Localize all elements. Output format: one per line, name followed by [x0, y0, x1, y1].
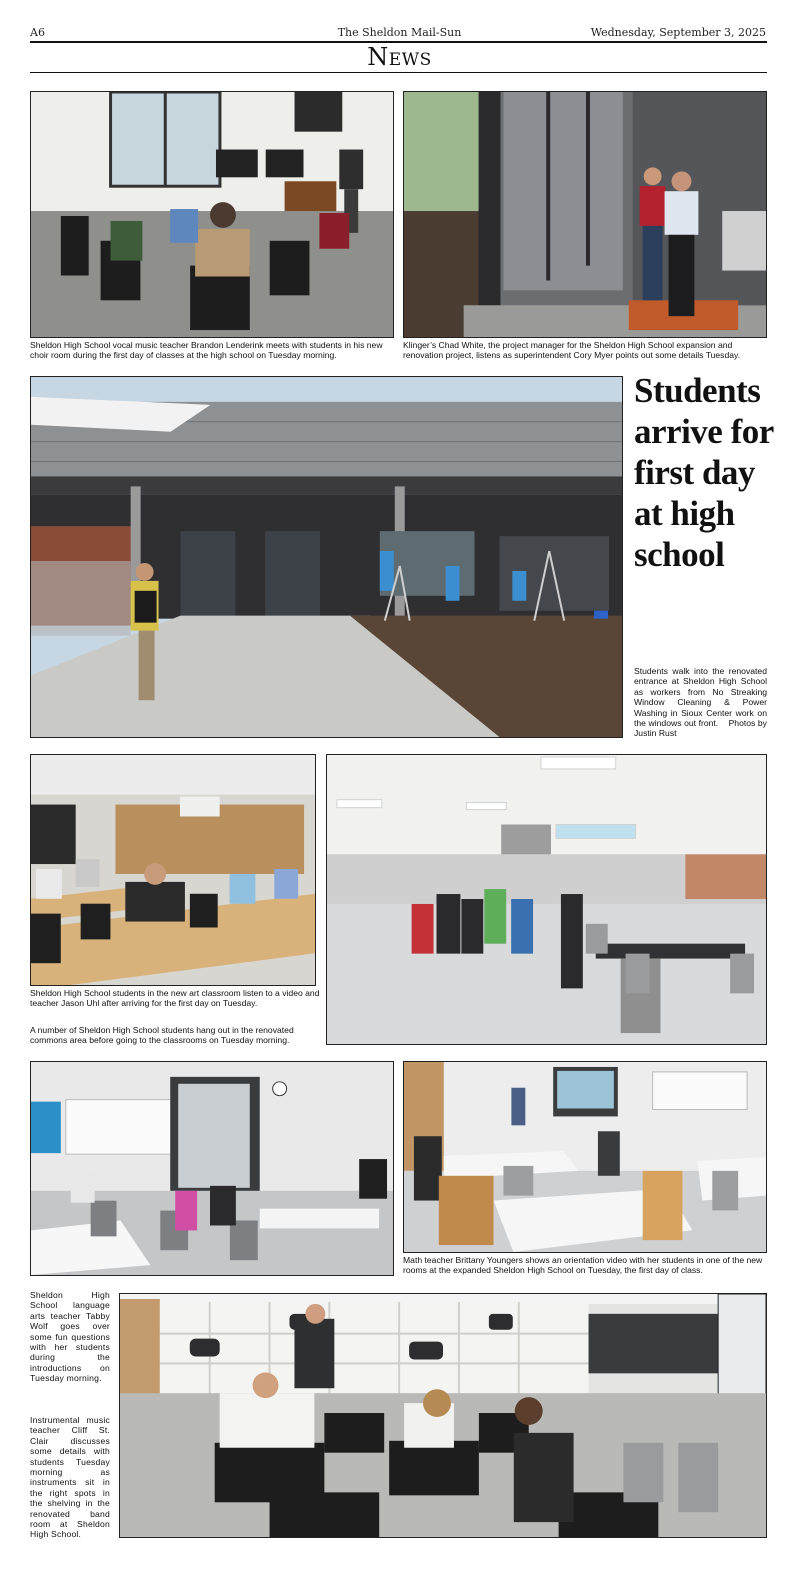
story-headline: Students arrive for first day at high school — [634, 371, 774, 574]
entrance-caption — [634, 666, 767, 739]
language-arts-photo — [30, 1061, 394, 1276]
entrance-photo — [30, 376, 623, 738]
art-classroom-caption: Sheldon High School students in the new art classroom listen to a video and teacher Jason Uhl after arriving for the first day on Tuesday. — [30, 988, 320, 1009]
page-number: A6 — [30, 26, 45, 39]
commons-caption: A number of Sheldon High School students hang out in the renovated commons area before going to the classrooms on Tuesday morning. — [30, 1025, 294, 1046]
math-classroom-photo — [403, 1061, 767, 1253]
choir-room-caption: Sheldon High School vocal music teacher Brandon Lenderink meets with students in his new choir room during the first day of classes at the high school on Tuesday morning. — [30, 340, 383, 361]
language-arts-caption: Sheldon High School language arts teacher Tabby Wolf goes over some fun questions with her students during the introductions on Tuesday morning. — [30, 1290, 110, 1384]
project-manager-caption: Klinger’s Chad White, the project manager for the Sheldon High School expansion and renovation project, listens as superintendent Cory Myer points out some details Tuesday. — [403, 340, 741, 361]
photo-credit: Photos by Justin Rust — [634, 718, 767, 739]
entrance-caption-text: Students walk into the renovated entrance at Sheldon High School as workers from No Streaking Window Cleaning & Power Washing in Sioux Center work on the windows out front. — [634, 666, 767, 729]
art-classroom-photo — [30, 754, 316, 986]
issue-date: Wednesday, September 3, 2025 — [590, 26, 766, 39]
section-rule — [30, 72, 767, 73]
math-classroom-caption: Math teacher Brittany Youngers shows an orientation video with her students in one of the new rooms at the expanded Sheldon High School on Tuesday, the first day of class. — [403, 1255, 763, 1276]
section-title: News — [367, 43, 432, 71]
choir-room-photo — [30, 91, 394, 338]
band-room-photo — [119, 1293, 767, 1538]
band-room-caption: Instrumental music teacher Cliff St. Clair discusses some details with students Tuesday morning as instruments sit in the right spots in the shelving in the renovated band room at Sheldon High School. — [30, 1415, 110, 1540]
project-manager-photo — [403, 91, 767, 338]
commons-photo — [326, 754, 767, 1045]
paper-name: The Sheldon Mail-Sun — [337, 26, 462, 39]
